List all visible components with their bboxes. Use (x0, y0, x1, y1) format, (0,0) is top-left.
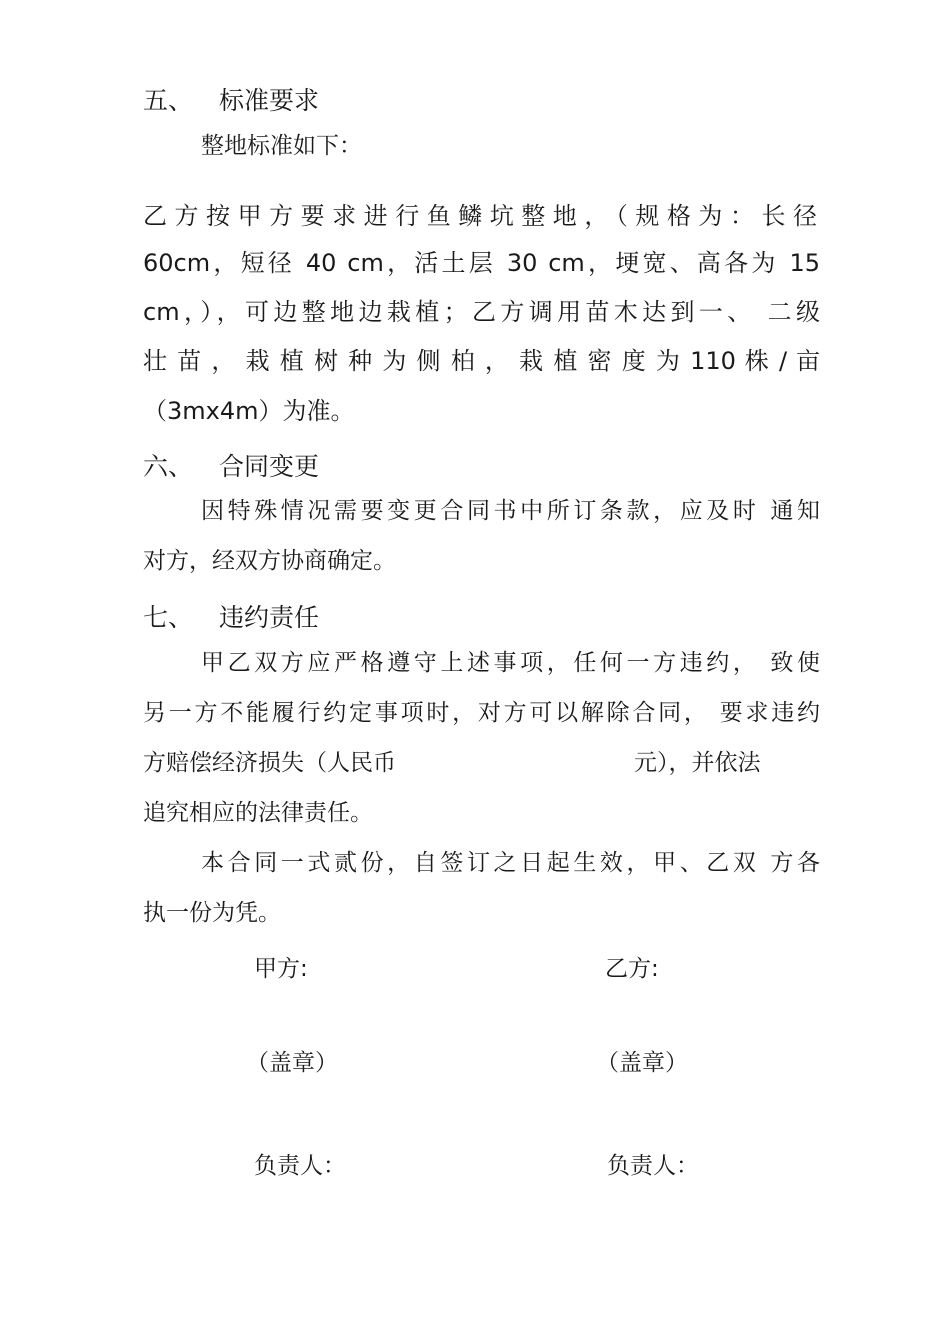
section-7-line-1: 甲乙双方应严格遵守上述事项，任何一方违约， 致使 (201, 650, 820, 676)
section-5-line-3: cm，），可边整地边栽植；乙方调用苗木达到一、 二级 (143, 298, 820, 326)
party-a-representative: 负责人： (254, 1153, 346, 1179)
closing-line-1: 本合同一式贰份，自签订之日起生效，甲、乙双 方各 (201, 850, 820, 876)
party-a-label: 甲方: (254, 956, 308, 982)
section-5-line-1: 乙方按甲方要求进行鱼鳞坑整地，（规格为：长径 (143, 202, 820, 230)
section-5-line-2: 60cm，短径 40 cm，活土层 30 cm，埂宽、高各为 15 (143, 249, 820, 277)
section-6-line-1: 因特殊情况需要变更合同书中所订条款，应及时 通知 (201, 498, 820, 524)
party-a-seal: （盖章） (246, 1050, 338, 1076)
section-7-legal-line: 追究相应的法律责任。 (143, 800, 373, 826)
section-7-compensation-suffix: 元），并依法 (634, 750, 761, 776)
section-6-number: 六、 (143, 452, 194, 481)
section-7-line-2: 另一方不能履行约定事项时，对方可以解除合同， 要求违约 (143, 700, 820, 726)
section-5-number: 五、 (143, 86, 194, 115)
section-7-number: 七、 (143, 603, 194, 632)
party-b-seal: （盖章） (596, 1050, 688, 1076)
section-5-intro: 整地标准如下： (201, 133, 362, 159)
section-5-line-4: 壮 苗 ， 栽 植 树 种 为 侧 柏 ， 栽 植 密 度 为 110 株 / 亩 (143, 347, 820, 375)
section-7-compensation-prefix: 方赔偿经济损失（人民币 (143, 750, 396, 776)
section-7-title: 违约责任 (219, 603, 320, 632)
section-5-line-5: （3mx4m）为准。 (143, 397, 355, 425)
section-5-title: 标准要求 (219, 86, 320, 115)
party-b-representative: 负责人： (607, 1153, 699, 1179)
section-7-heading (143, 603, 319, 633)
section-6-heading (143, 452, 319, 482)
section-6-title: 合同变更 (219, 452, 320, 481)
section-5-heading (143, 86, 319, 116)
section-6-line-2: 对方，经双方协商确定。 (143, 548, 396, 574)
party-b-label: 乙方: (605, 956, 659, 982)
closing-line-2: 执一份为凭。 (143, 900, 281, 926)
